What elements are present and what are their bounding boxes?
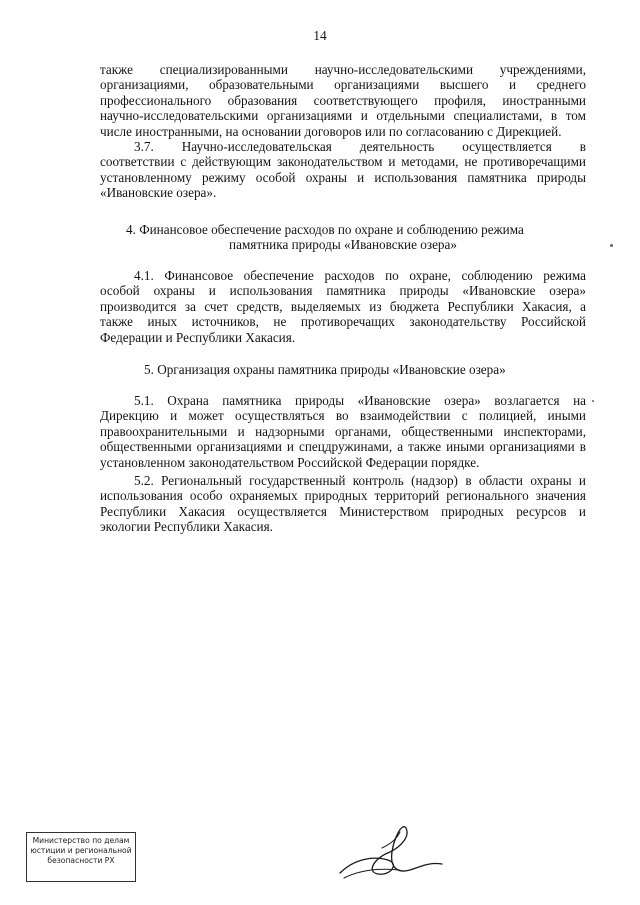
text-line: научно-исследовательскими организациями и отдельными специалистами, в том — [100, 108, 586, 124]
text-line: 5.1. Охрана памятника природы «Ивановские озера» возлагается на — [134, 393, 586, 408]
stamp-line: Министерство по делам — [32, 836, 130, 845]
text-line: Республики Хакасия осуществляется Министерством природных ресурсов и — [100, 503, 586, 519]
heading-line: 5. Организация охраны памятника природы «Ивановские озера» — [144, 362, 506, 377]
text-line: числе иностранными, на основании договоров или по согласованию с Дирекцией. — [100, 123, 562, 139]
text-line: правоохранительными и надзорными органами, общественными инспекторами, — [100, 423, 586, 439]
text-line: соответствии с действующим законодательством и методами, не противоречащими — [100, 154, 586, 170]
text-line: установленном законодательством Российской Федерации порядке. — [100, 454, 480, 470]
text-line: профессионального образования соответствующего профиля, иностранными — [100, 92, 586, 108]
text-line: общественными организациями и спецдружинами, а также иными организациями в — [100, 439, 586, 455]
scan-speck — [592, 400, 594, 402]
signature — [330, 818, 450, 888]
text-line: организациями, образовательными организациями высшего и среднего — [100, 77, 586, 93]
scan-speck — [610, 244, 613, 247]
text-line: экологии Республики Хакасия. — [100, 519, 273, 535]
paragraph-5-1 — [100, 393, 586, 470]
text-line: производится за счет средств, выделяемых из бюджета Республики Хакасия, а — [100, 298, 586, 314]
ministry-stamp — [26, 832, 136, 882]
paragraph-5-2 — [100, 473, 586, 535]
paragraph-3-6-continuation — [100, 62, 586, 139]
text-line: также специализированными научно-исследовательскими учреждениями, — [100, 62, 586, 77]
text-line: 5.2. Региональный государственный контроль (надзор) в области охраны и — [134, 473, 586, 488]
paragraph-3-7 — [100, 139, 586, 201]
section-4-heading — [100, 222, 586, 253]
stamp-line: безопасности РХ — [47, 856, 115, 865]
text-line: установленному режиму особой охраны и использования памятника природы — [100, 169, 586, 185]
text-line: «Ивановские озера». — [100, 185, 217, 201]
section-5-heading — [100, 362, 586, 377]
paragraph-4-1 — [100, 268, 586, 345]
heading-line: памятника природы «Ивановские озера» — [229, 237, 457, 253]
page-number: 14 — [313, 28, 327, 43]
heading-line: 4. Финансовое обеспечение расходов по охране и соблюдению режима — [126, 222, 524, 237]
text-line: Федерации и Республики Хакасия. — [100, 329, 296, 345]
text-line: 3.7. Научно-исследовательская деятельность осуществляется в — [134, 139, 586, 154]
text-line: также иных источников, не противоречащих законодательству Российской — [100, 314, 586, 330]
text-line: особой охраны и использования памятника природы «Ивановские озера» — [100, 283, 586, 299]
text-line: использования особо охраняемых природных территорий регионального значения — [100, 488, 586, 504]
text-line: Дирекцию и может осуществляться во взаимодействии с полицией, иными — [100, 408, 586, 424]
text-line: 4.1. Финансовое обеспечение расходов по охране, соблюдению режима — [134, 268, 586, 283]
stamp-line: юстиции и региональной — [30, 846, 132, 855]
